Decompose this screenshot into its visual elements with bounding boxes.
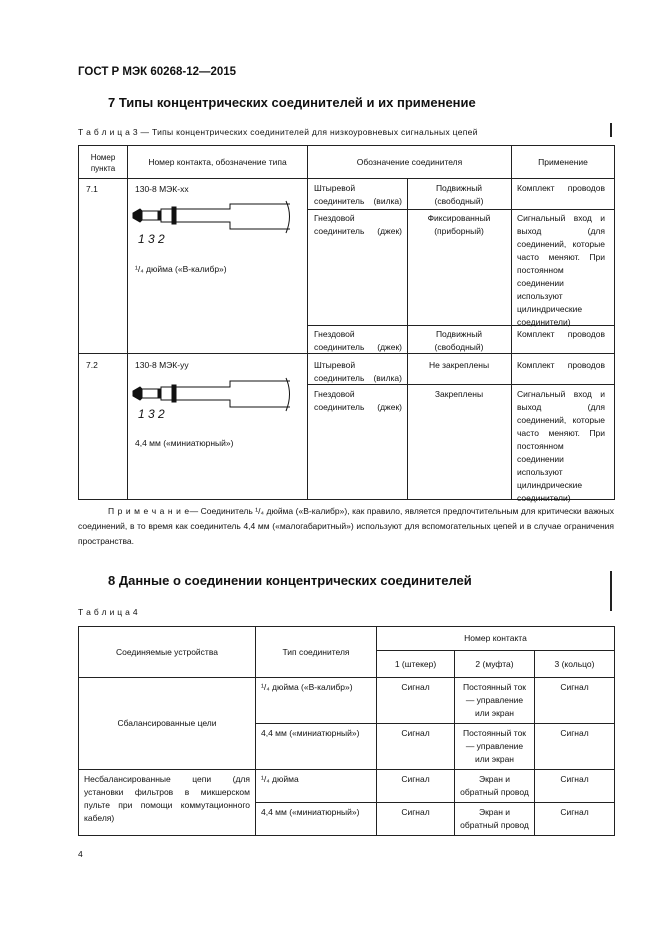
row-7-1-contact-numbers: 1 3 2 [138, 232, 165, 246]
table-cell: Сигнал [535, 724, 615, 770]
header-designation: Обозначение соединителя [356, 157, 463, 167]
header-contact-2: 2 (муфта) [455, 651, 535, 678]
table-3-caption: Т а б л и ц а 3 — Типы концентрических соединителей для низкоуровневых сигнальных цепей [78, 127, 478, 137]
unbalanced-circuits-label: Несбалансированные цепи (для установки фильтров в микшерском пульте при помощи коммутационного кабеля) [79, 770, 256, 836]
table-row: 4,4 мм («миниатюрный») [256, 803, 377, 836]
header-contact-number: Номер контакта [377, 627, 615, 651]
row-7-2-contact-numbers: 1 3 2 [138, 407, 165, 421]
row-7-2-sub1-application: Комплект проводов [517, 360, 605, 370]
table-cell: Сигнал [535, 770, 615, 803]
header-connector-type: Тип соединителя [256, 627, 377, 678]
row-7-2-sub1-designation: Штыревой соединитель (вилка) [314, 360, 402, 383]
row-7-2-number: 7.2 [86, 360, 98, 370]
header-contact-1: 1 (штекер) [377, 651, 455, 678]
quarter-inch-plug-icon [130, 199, 295, 235]
table-row: ¹/₄ дюйма («B-калибр») [256, 678, 377, 724]
table-cell: Сигнал [535, 803, 615, 836]
header-item-number: Номер пункта [90, 153, 116, 173]
table-cell: Постоянный ток — управление или экран [455, 678, 535, 724]
row-7-2-sub1-mount: Не закреплены [428, 360, 490, 370]
change-bar [610, 123, 612, 137]
table-cell: Экран и обратный провод [455, 770, 535, 803]
row-7-2-sub2-application: Сигнальный вход и выход (для соединений, которые часто меняют. При постоянном соединении используют цилиндрические соединители) [517, 389, 605, 503]
row-7-1-sub3-mount: Подвижный (свободный) [434, 329, 484, 352]
row-7-1-sub3-designation: Гнездовой соединитель (джек) [314, 329, 402, 352]
document-header: ГОСТ Р МЭК 60268-12—2015 [78, 66, 237, 78]
header-application: Применение [538, 157, 588, 167]
section-8-title: 8 Данные о соединении концентрических соединителей [108, 573, 472, 588]
table-3-note: П р и м е ч а н и е— Соединитель ¹/₄ дюйма («B-калибр»), как правило, является предпочтительным для критически важных соединений, в то время как соединитель 4,4 мм («малогабаритный») используют для вспомогательных цепей и в случае ограничения пространства. [78, 506, 614, 546]
balanced-circuits-label: Сбалансированные цели [79, 678, 256, 770]
row-7-1-sub2-mount: Фиксированный (приборный) [427, 213, 491, 236]
row-7-2-type: 130-8 МЭК-уу [135, 360, 189, 370]
row-7-1-sub1-mount: Подвижный (свободный) [434, 183, 484, 206]
table-cell: Сигнал [535, 678, 615, 724]
header-devices: Соединяемые устройства [79, 627, 256, 678]
table-cell: Сигнал [377, 724, 455, 770]
table-row: 4,4 мм («миниатюрный») [256, 724, 377, 770]
row-7-1-sub2-designation: Гнездовой соединитель (джек) [314, 213, 402, 236]
row-7-2-sub2-mount: Закреплены [434, 389, 484, 399]
row-7-1-sub3-application: Комплект проводов [517, 329, 605, 339]
table-cell: Сигнал [377, 803, 455, 836]
row-7-2-sub2-designation: Гнездовой соединитель (джек) [314, 389, 402, 412]
row-7-1-sub1-application: Комплект проводов [517, 183, 605, 193]
table-cell: Сигнал [377, 770, 455, 803]
table-4-caption: Т а б л и ц а 4 [78, 607, 138, 617]
row-7-1-sub1-designation: Штыревой соединитель (вилка) [314, 183, 402, 206]
header-contact-type: Номер контакта, обозначение типа [148, 157, 287, 167]
table-cell: Сигнал [377, 678, 455, 724]
row-7-1-size: ¹/₄ дюйма («B-калибр») [135, 264, 227, 274]
row-7-1-number: 7.1 [86, 184, 98, 194]
page-number: 4 [78, 849, 83, 859]
row-7-1-sub2-application: Сигнальный вход и выход (для соединений, которые часто меняют. При постоянном соединении используют цилиндрические соединители) [517, 213, 605, 327]
section-7-title: 7 Типы концентрических соединителей и их применение [108, 95, 476, 110]
row-7-1-type: 130-8 МЭК-хх [135, 184, 189, 194]
table-cell: Экран и обратный провод [455, 803, 535, 836]
table-4 [78, 626, 615, 836]
table-cell: Постоянный ток — управление или экран [455, 724, 535, 770]
row-7-2-size: 4,4 мм («миниатюрный») [135, 438, 234, 448]
change-bar-2 [610, 571, 612, 611]
table-row: ¹/₄ дюйма [256, 770, 377, 803]
header-contact-3: 3 (кольцо) [535, 651, 615, 678]
